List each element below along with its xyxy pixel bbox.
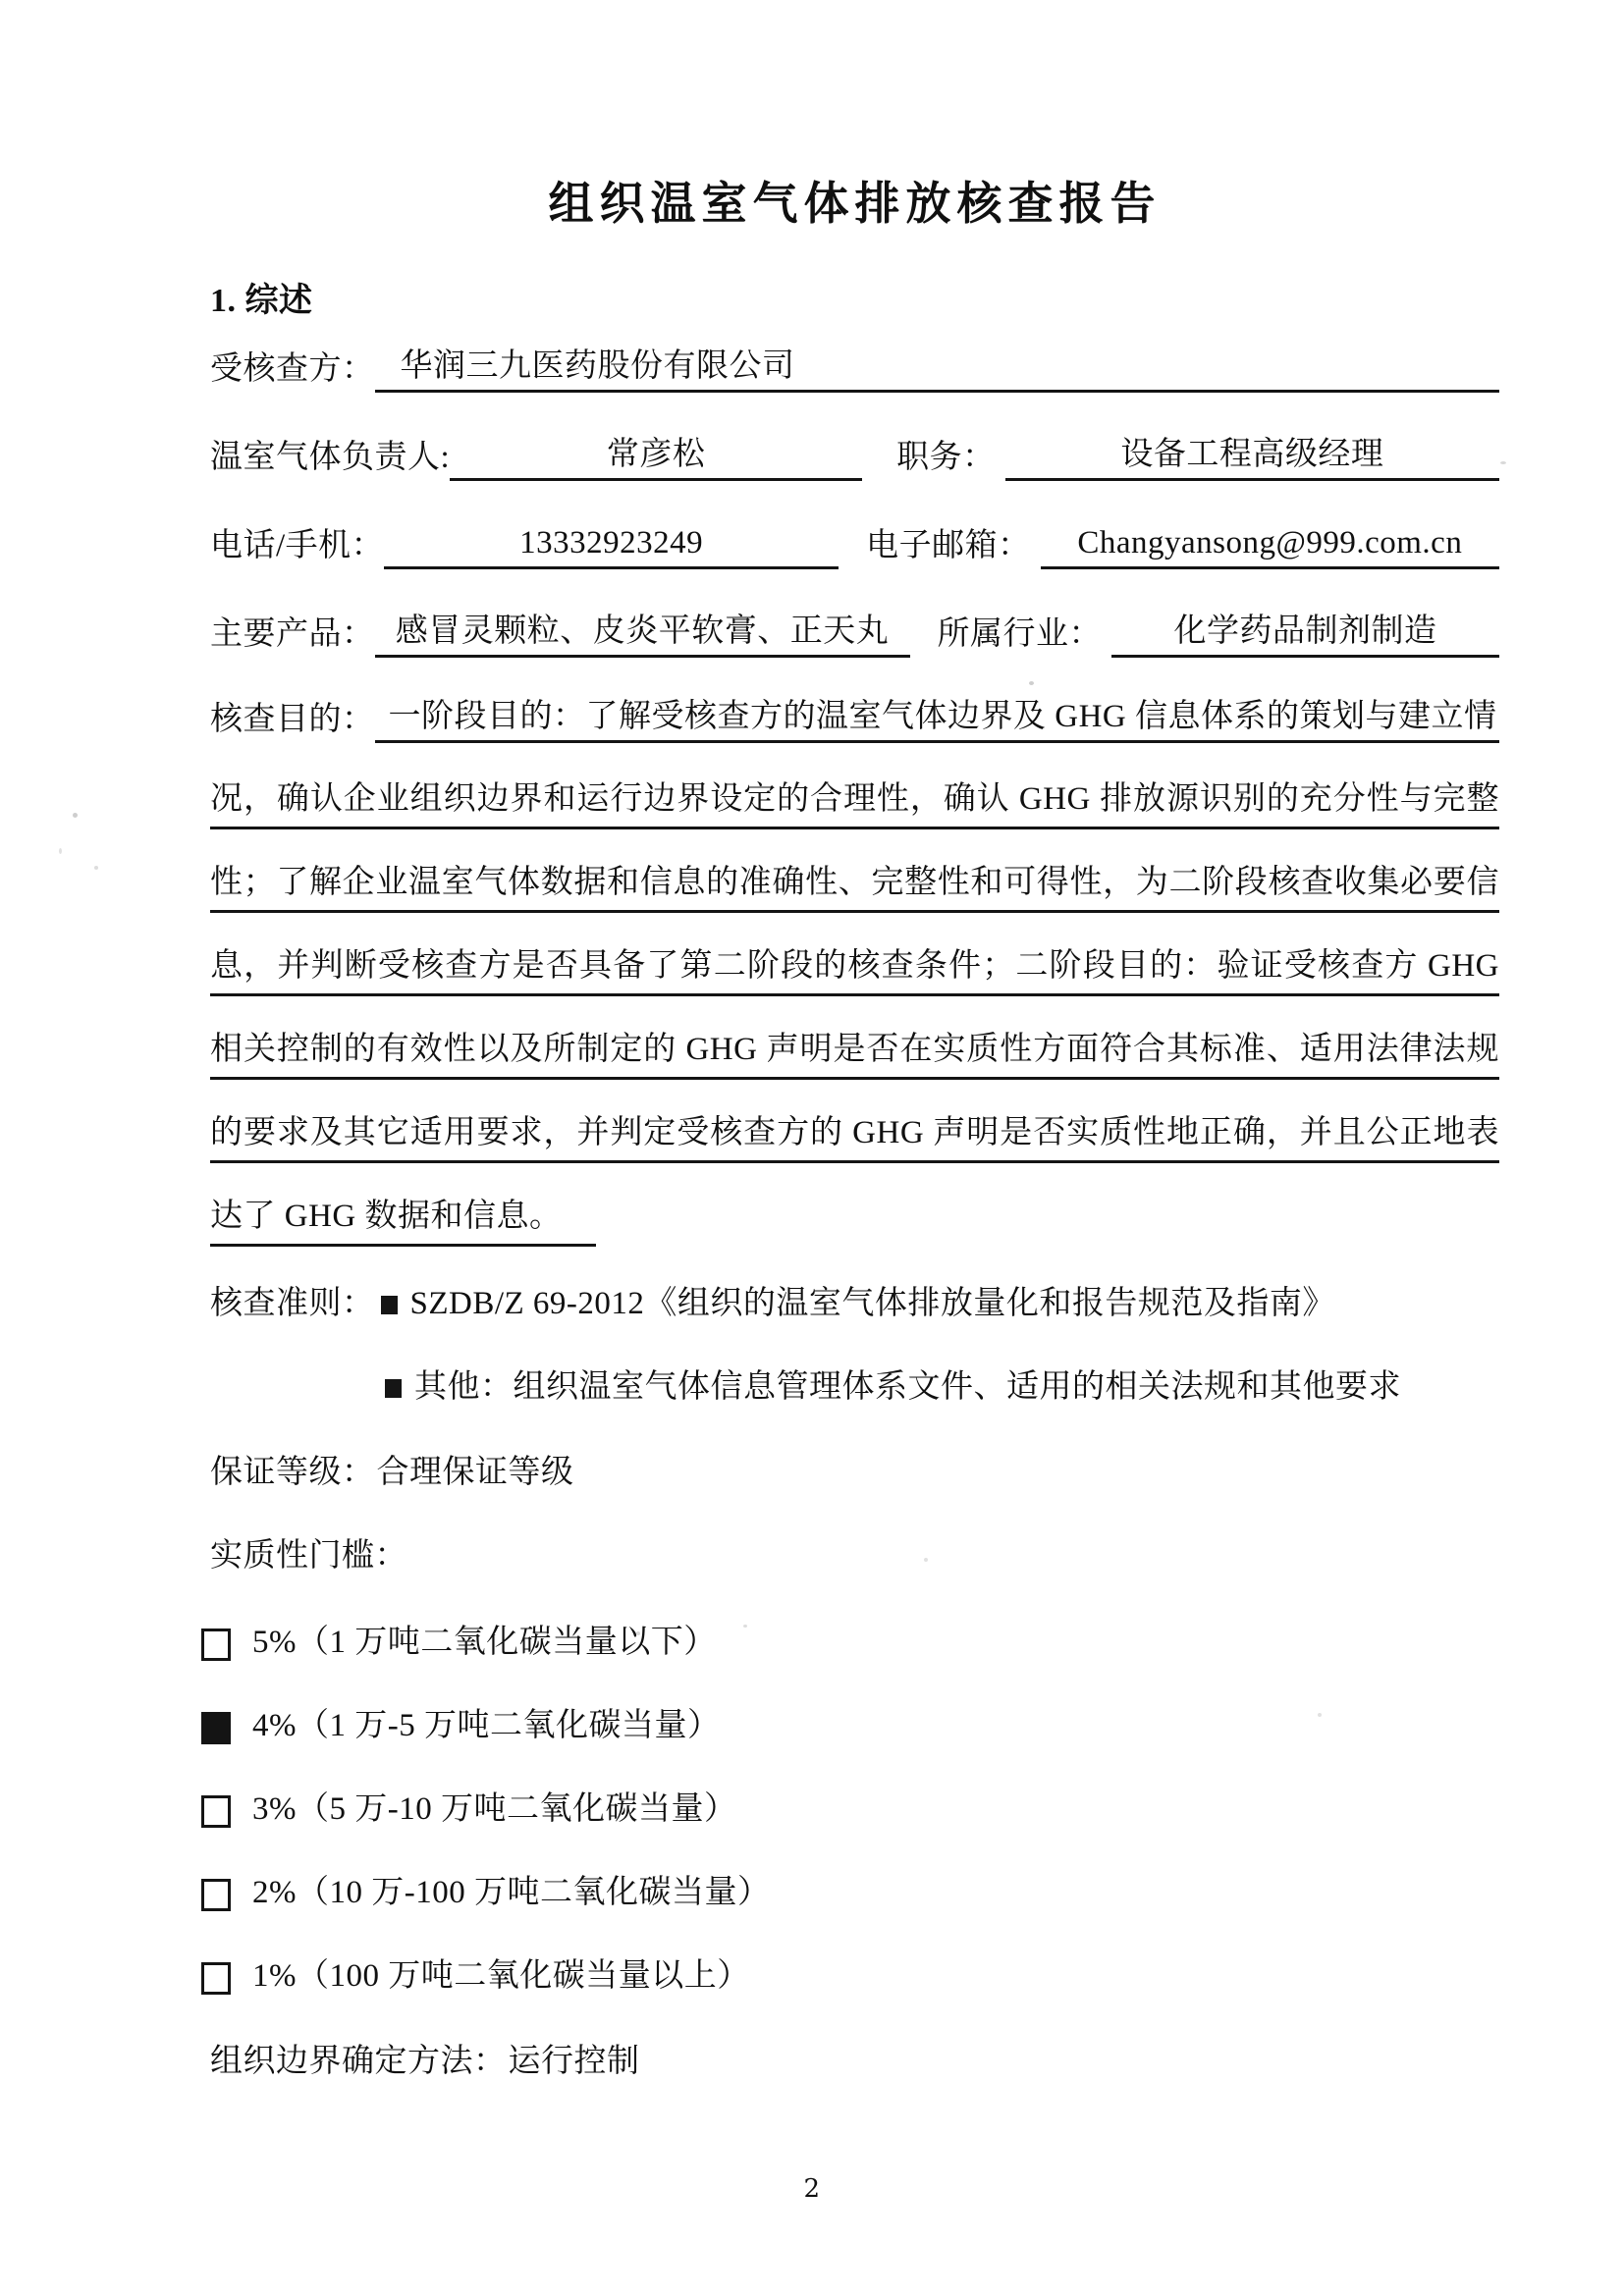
page-number: 2 bbox=[803, 2174, 821, 2204]
position-label: 职务： bbox=[896, 440, 996, 475]
purpose-line-6: 的要求及其它适用要求，并判定受核查方的 GHG 声明是否实质性地正确，并且公正地表 bbox=[210, 1109, 1499, 1163]
org-boundary-row bbox=[210, 2034, 1499, 2085]
materiality-option-label: 1%（100 万吨二氧化碳当量以上） bbox=[252, 1958, 750, 1994]
materiality-option-label: 5%（1 万吨二氧化碳当量以下） bbox=[252, 1625, 717, 1660]
purpose-line-7-text: 达了 GHG 数据和信息。 bbox=[210, 1193, 596, 1247]
phone-value: 13332923249 bbox=[384, 519, 839, 569]
materiality-option-5pct bbox=[201, 1615, 1499, 1666]
materiality-heading: 实质性门槛： bbox=[210, 1538, 407, 1574]
scan-noise-speck bbox=[1500, 461, 1506, 464]
purpose-label: 核查目的： bbox=[210, 702, 375, 737]
products-value: 感冒灵颗粒、皮炎平软膏、正天丸 bbox=[375, 608, 910, 658]
ghg-manager-label: 温室气体负责人: bbox=[210, 440, 451, 475]
email-label: 电子邮箱： bbox=[866, 528, 1031, 563]
field-row-manager-position bbox=[210, 430, 1499, 481]
scan-noise-speck bbox=[924, 1558, 928, 1562]
materiality-checkbox-3pct[interactable] bbox=[201, 1795, 231, 1828]
materiality-option-2pct bbox=[201, 1865, 1499, 1916]
scan-noise-speck bbox=[59, 848, 62, 854]
square-bullet-icon bbox=[381, 1296, 398, 1314]
assurance-label: 保证等级： bbox=[210, 1455, 375, 1490]
org-boundary-value: 运行控制 bbox=[508, 2044, 640, 2079]
purpose-row bbox=[210, 692, 1499, 743]
field-row-auditee bbox=[210, 342, 1499, 393]
industry-label: 所属行业： bbox=[937, 616, 1102, 652]
materiality-option-1pct bbox=[201, 1949, 1499, 2000]
email-value: Changyansong@999.com.cn bbox=[1041, 519, 1499, 569]
ghg-manager-value: 常彦松 bbox=[450, 431, 862, 481]
auditee-label: 受核查方： bbox=[210, 351, 375, 387]
assurance-value: 合理保证等级 bbox=[376, 1455, 574, 1490]
materiality-option-4pct bbox=[201, 1698, 1499, 1749]
scan-noise-speck bbox=[1318, 1713, 1322, 1717]
materiality-option-label: 3%（5 万-10 万吨二氧化碳当量） bbox=[252, 1791, 737, 1827]
purpose-line-4: 息，并判断受核查方是否具备了第二阶段的核查条件；二阶段目的：验证受核查方 GHG bbox=[210, 942, 1499, 996]
auditee-value: 华润三九医药股份有限公司 bbox=[375, 343, 1500, 393]
products-label: 主要产品： bbox=[210, 616, 375, 652]
materiality-checkbox-5pct[interactable] bbox=[201, 1629, 231, 1661]
materiality-option-label: 4%（1 万-5 万吨二氧化碳当量） bbox=[252, 1708, 721, 1743]
purpose-line-5: 相关控制的有效性以及所制定的 GHG 声明是否在实质性方面符合其标准、适用法律法规 bbox=[210, 1026, 1499, 1080]
square-bullet-icon bbox=[385, 1379, 402, 1398]
section-heading: 1. 综述 bbox=[210, 283, 313, 319]
scan-noise-speck bbox=[743, 1625, 747, 1628]
criteria-item-1: SZDB/Z 69-2012《组织的温室气体排放量化和报告规范及指南》 bbox=[409, 1286, 1335, 1321]
scan-noise-speck bbox=[73, 813, 78, 818]
criteria-row-1 bbox=[210, 1276, 1499, 1327]
scan-noise-speck bbox=[94, 866, 98, 870]
industry-value: 化学药品制剂制造 bbox=[1111, 608, 1499, 658]
criteria-row-2 bbox=[210, 1360, 1499, 1411]
field-row-phone-email bbox=[210, 518, 1499, 569]
phone-label: 电话/手机： bbox=[210, 528, 385, 563]
purpose-line-2: 况，确认企业组织边界和运行边界设定的合理性，确认 GHG 排放源识别的充分性与完整 bbox=[210, 775, 1499, 829]
materiality-option-label: 2%（10 万-100 万吨二氧化碳当量） bbox=[252, 1875, 771, 1910]
criteria-label: 核查准则： bbox=[210, 1286, 375, 1321]
field-row-products-industry bbox=[210, 607, 1499, 658]
assurance-row bbox=[210, 1445, 1499, 1496]
document-title: 组织温室气体排放核查报告 bbox=[548, 179, 1162, 229]
materiality-option-3pct bbox=[201, 1782, 1499, 1833]
criteria-item-2: 其他：组织温室气体信息管理体系文件、适用的相关法规和其他要求 bbox=[414, 1369, 1401, 1405]
purpose-line-1: 一阶段目的：了解受核查方的温室气体边界及 GHG 信息体系的策划与建立情 bbox=[375, 693, 1500, 743]
scan-noise-speck bbox=[636, 1631, 640, 1635]
purpose-line-7 bbox=[210, 1193, 1499, 1244]
scan-noise-speck bbox=[1029, 681, 1034, 685]
position-value: 设备工程高级经理 bbox=[1005, 431, 1499, 481]
purpose-line-3: 性；了解企业温室气体数据和信息的准确性、完整性和可得性，为二阶段核查收集必要信 bbox=[210, 859, 1499, 913]
materiality-checkbox-4pct[interactable] bbox=[201, 1712, 231, 1744]
org-boundary-label: 组织边界确定方法： bbox=[210, 2044, 507, 2079]
materiality-checkbox-1pct[interactable] bbox=[201, 1962, 231, 1995]
materiality-checkbox-2pct[interactable] bbox=[201, 1879, 231, 1911]
